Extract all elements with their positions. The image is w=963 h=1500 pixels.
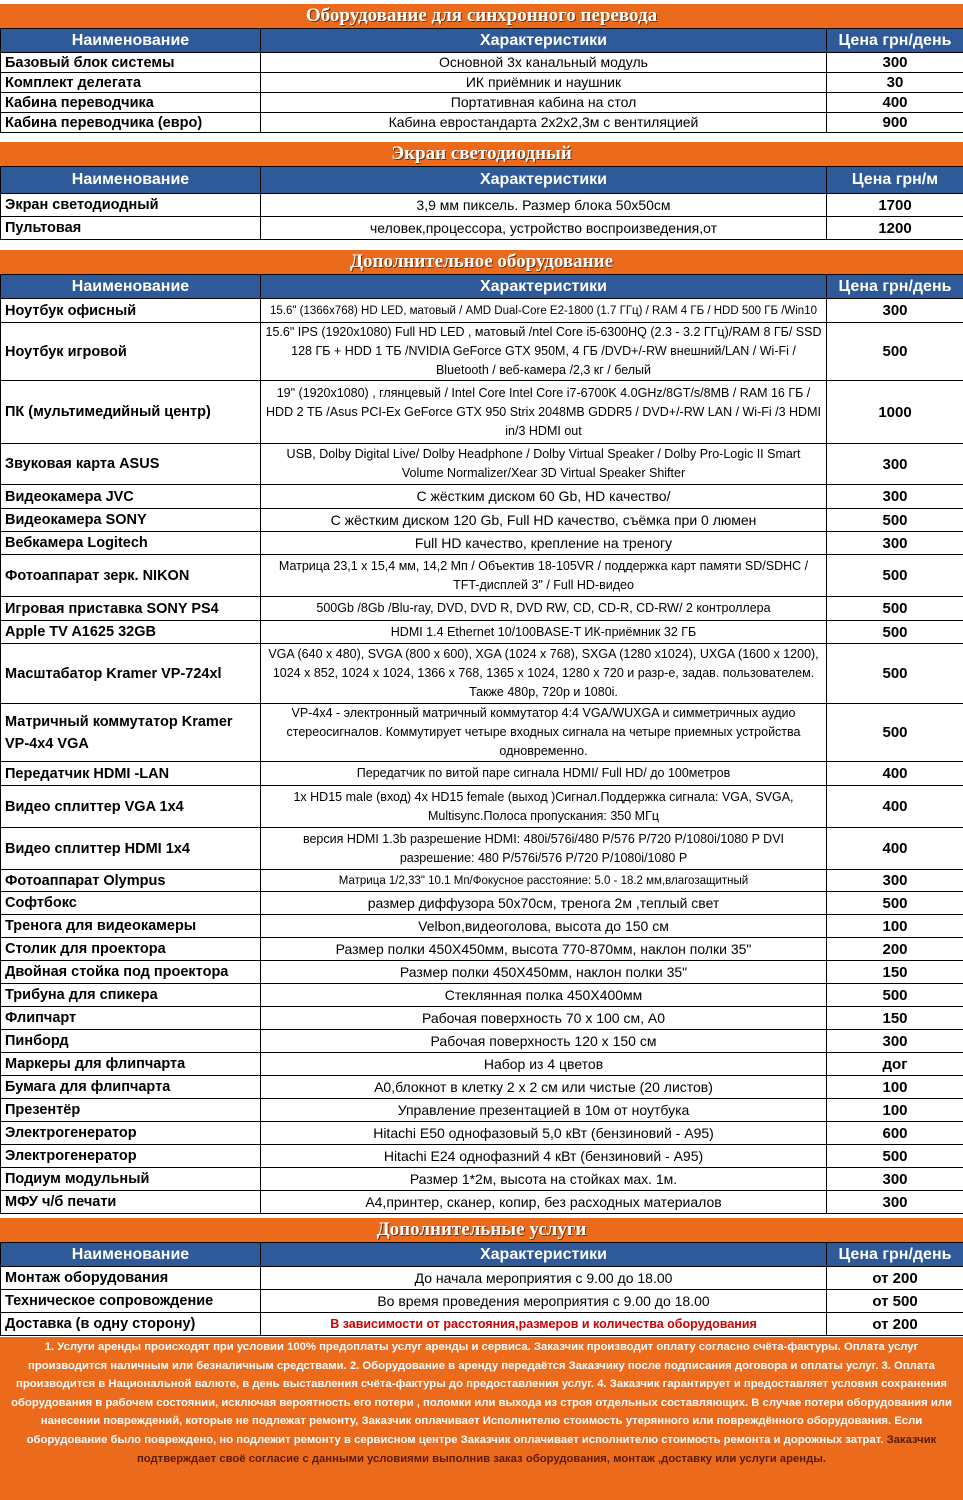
item-price: 30 (827, 73, 963, 93)
item-price: 300 (827, 1191, 963, 1214)
table-row (1, 113, 963, 133)
item-price: от 500 (827, 1290, 963, 1313)
item-desc: размер диффузора 50х70см, тренога 2м ,теплый свет (261, 892, 827, 915)
table-row (1, 1267, 963, 1290)
item-price: 500 (827, 323, 963, 381)
item-desc: Hitachi E24 однофазний 4 кВт (бензиновий - А95) (261, 1145, 827, 1168)
item-price: 500 (827, 644, 963, 704)
header-name: Наименование (1, 1243, 261, 1267)
item-price: от 200 (827, 1267, 963, 1290)
item-price: 1200 (827, 217, 963, 240)
item-price: 300 (827, 1030, 963, 1053)
item-desc: Во время проведения мероприятия с 9.00 до 18.00 (261, 1290, 827, 1313)
item-desc: 500Gb /8Gb /Blu-ray, DVD, DVD R, DVD RW, CD, CD-R, CD-RW/ 2 контроллера (261, 597, 827, 621)
item-desc: HDMI 1.4 Ethernet 10/100BASE-T ИК-приёмник 32 ГБ (261, 621, 827, 644)
table-row (1, 644, 963, 704)
table-row (1, 509, 963, 532)
item-name: ПК (мультимедийный центр) (1, 381, 261, 444)
item-desc: До начала мероприятия с 9.00 до 18.00 (261, 1267, 827, 1290)
item-price: 100 (827, 1099, 963, 1122)
item-price: 100 (827, 915, 963, 938)
item-desc: Передатчик по витой паре сигнала HDMI/ Full HD/ до 100метров (261, 762, 827, 786)
item-desc: VP-4x4 - электронный матричный коммутатор 4:4 VGA/WUXGA и симметричных аудио стереосигналов. Коммутирует четыре входных сигнала на четыре приемных устройства одновременно. (261, 704, 827, 762)
table-row (1, 299, 963, 323)
table-row (1, 1290, 963, 1313)
item-price: 500 (827, 704, 963, 762)
table-row (1, 762, 963, 786)
table-row (1, 1099, 963, 1122)
section-title-extra-services: Дополнительные услуги (0, 1218, 963, 1242)
item-name: МФУ ч/б печати (1, 1191, 261, 1214)
item-name: Фотоаппарат Olympus (1, 870, 261, 892)
item-name: Электрогенератор (1, 1122, 261, 1145)
item-desc: Матрица 1/2,33" 10.1 Мп/Фокусное расстояние: 5.0 - 18.2 мм,влагозащитный (261, 870, 827, 892)
item-desc: Размер полки 450Х450мм, наклон полки 35" (261, 961, 827, 984)
item-price: 500 (827, 555, 963, 597)
table-row (1, 1145, 963, 1168)
item-name: Подиум модульный (1, 1168, 261, 1191)
item-name: Электрогенератор (1, 1145, 261, 1168)
item-name: Видео сплиттер VGA 1x4 (1, 786, 261, 828)
item-desc: 1x HD15 male (вход) 4x HD15 female (выход )Сигнал.Поддержка сигнала: VGA, SVGA, Multisync.Полоса пропускания: 350 МГц (261, 786, 827, 828)
table-row (1, 93, 963, 113)
table-row (1, 828, 963, 870)
table-row (1, 786, 963, 828)
item-price: 1700 (827, 194, 963, 217)
table-sync (0, 28, 963, 133)
item-price: 400 (827, 93, 963, 113)
item-desc: С жёстким диском 120 Gb, Full HD качество, съёмка при 0 люмен (261, 509, 827, 532)
item-name: Матричный коммутатор Kramer VP-4x4 VGA (1, 704, 261, 762)
item-name: Кабина переводчика (1, 93, 261, 113)
item-desc (261, 1313, 827, 1336)
item-desc: Рабочая поверхность 120 х 150 см (261, 1030, 827, 1053)
item-desc: Портативная кабина на стол (261, 93, 827, 113)
item-desc: Velbon,видеоголова, высота до 150 см (261, 915, 827, 938)
item-name: Звуковая карта ASUS (1, 444, 261, 485)
item-desc: 15.6" IPS (1920x1080) Full HD LED , матовый /ntel Core i5-6300HQ (2.3 - 3.2 ГГц)/RAM 8 ГБ/ SSD 128 ГБ + HDD 1 ТБ /NVIDIA GeForce GTX 950M, 4 ГБ /DVD+/-RW внешний/LAN / Wi-Fi / Bluetooth / веб-камера /2,3 кг / белый (261, 323, 827, 381)
header-price: Цена грн/день (827, 29, 963, 53)
item-price: 300 (827, 1168, 963, 1191)
item-name: Бумага для флипчарта (1, 1076, 261, 1099)
header-name: Наименование (1, 275, 261, 299)
item-desc: человек,процессора, устройство воспроизведения,от (261, 217, 827, 240)
item-name: Видео сплиттер HDMI 1x4 (1, 828, 261, 870)
item-name: Доставка (в одну сторону) (1, 1313, 261, 1336)
table-row (1, 1313, 963, 1336)
item-name: Масштабатор Kramer VP-724xl (1, 644, 261, 704)
header-desc: Характеристики (261, 167, 827, 194)
header-desc: Характеристики (261, 275, 827, 299)
item-price: 500 (827, 1145, 963, 1168)
terms-notes (0, 1337, 963, 1500)
item-price: 1000 (827, 381, 963, 444)
item-desc: А0,блокнот в клетку 2 х 2 см или чистые (20 листов) (261, 1076, 827, 1099)
item-desc: Hitachi E50 однофазовый 5,0 кВт (бензиновий - А95) (261, 1122, 827, 1145)
table-row (1, 444, 963, 485)
item-name: Пинборд (1, 1030, 261, 1053)
item-desc: А4,принтер, сканер, копир, без расходных материалов (261, 1191, 827, 1214)
item-desc: 3,9 мм пиксель. Размер блока 50х50см (261, 194, 827, 217)
item-name: Видеокамера SONY (1, 509, 261, 532)
item-name: Монтаж оборудования (1, 1267, 261, 1290)
item-desc: 15.6" (1366x768) HD LED, матовый / AMD Dual-Core E2-1800 (1.7 ГГц) / RAM 4 ГБ / HDD 500 ГБ /Win10 (261, 299, 827, 323)
item-price: 300 (827, 444, 963, 485)
item-price: 300 (827, 532, 963, 555)
section-title-led: Экран светодиодный (0, 142, 963, 166)
item-desc: Стеклянная полка 450Х400мм (261, 984, 827, 1007)
item-price: 300 (827, 485, 963, 509)
header-desc: Характеристики (261, 29, 827, 53)
item-price: 500 (827, 509, 963, 532)
item-name: Видеокамера JVC (1, 485, 261, 509)
item-name: Трибуна для спикера (1, 984, 261, 1007)
item-name: Двойная стойка под проектора (1, 961, 261, 984)
section-title-sync: Оборудование для синхронного перевода (0, 4, 963, 28)
table-row (1, 53, 963, 73)
item-name: Кабина переводчика (евро) (1, 113, 261, 133)
table-row (1, 1076, 963, 1099)
delivery-note: В зависимости от расстояния,размеров и количества оборудования (330, 1317, 757, 1331)
item-price: 300 (827, 53, 963, 73)
section-title-extra-equipment: Дополнительное оборудование (0, 250, 963, 274)
table-row (1, 217, 963, 240)
table-row (1, 532, 963, 555)
item-price: 500 (827, 984, 963, 1007)
item-desc: С жёстким диском 60 Gb, HD качество/ (261, 485, 827, 509)
item-desc: Размер полки 450Х450мм, высота 770-870мм, наклон полки 35" (261, 938, 827, 961)
table-row (1, 381, 963, 444)
item-name: Техническое сопровождение (1, 1290, 261, 1313)
table-row (1, 938, 963, 961)
header-name: Наименование (1, 167, 261, 194)
table-row (1, 194, 963, 217)
item-name: Маркеры для флипчарта (1, 1053, 261, 1076)
item-price: дог (827, 1053, 963, 1076)
item-desc: Full HD качество, крепление на треногу (261, 532, 827, 555)
item-price: 100 (827, 1076, 963, 1099)
item-desc: USB, Dolby Digital Live/ Dolby Headphone / Dolby Virtual Speaker / Dolby Pro-Logic II Smart Volume Normalizer/Xear 3D Virtual Speaker Shifter (261, 444, 827, 485)
item-desc: 19" (1920x1080) , глянцевый / Intel Core Intel Core i7-6700K 4.0GHz/8GT/s/8MB / RAM 16 ГБ / HDD 2 ТБ /Asus PCI-Ex GeForce GTX 950 Strix 2048MB GDDR5 / DVD+/-RW LAN / Wi-Fi /3 HDMI in/3 HDMI out (261, 381, 827, 444)
item-price: 300 (827, 870, 963, 892)
table-row (1, 73, 963, 93)
table-row (1, 323, 963, 381)
table-row (1, 555, 963, 597)
table-row (1, 597, 963, 621)
item-desc: Рабочая поверхность 70 х 100 см, А0 (261, 1007, 827, 1030)
item-name: Пультовая (1, 217, 261, 240)
item-price: от 200 (827, 1313, 963, 1336)
item-price: 400 (827, 828, 963, 870)
terms-final: Заказчик подтверждает своё согласие с данными условиями выполнив заказ оборудования, монтаж ,доставку или услуги аренды. (136, 1433, 937, 1465)
item-desc: версия HDMI 1.3b разрешение HDMI: 480i/576i/480 P/576 P/720 P/1080i/1080 P DVI разрешение: 480 P/576i/576 P/720 P/1080i/1080 P (261, 828, 827, 870)
item-name: Столик для проектора (1, 938, 261, 961)
table-row (1, 1168, 963, 1191)
item-name: Ноутбук офисный (1, 299, 261, 323)
table-extra-equipment (0, 274, 963, 1214)
item-name: Apple TV A1625 32GB (1, 621, 261, 644)
terms-main: 1. Услуги аренды происходят при условии 100% предоплаты услуг аренды и сервиса. Заказчик производит оплату согласно счёта-фактуры. Оплата услуг производится наличным или безналичным средствами. 2. Оборудование в аренду передаётся Заказчику после подписания договора и оплаты услуг. 3. Оплата производится в Национальной валюте, в день выставления счёта-фактуры до предоставления услуг. 4. Заказчик гарантирует и предоставляет условия сохранения оборудования в рабочем состоянии, исключая вероятность его потери , поломки или выхода из строя отдельных составляющих. В случае потери оборудования или нанесении повреждений, которые не подлежат ремонту, Заказчик оплачивает Исполнителю стоимость утерянного или повреждённого оборудования. Если оборудование было повреждено, но подлежит ремонту в сервисном центре Заказчик оплачивает исполнителю стоимость ремонта и дорожных затрат. (11, 1341, 952, 1446)
item-name: Фотоаппарат зерк. NIKON (1, 555, 261, 597)
table-row (1, 984, 963, 1007)
table-row (1, 892, 963, 915)
item-desc: VGA (640 x 480), SVGA (800 x 600), XGA (1024 x 768), SXGA (1280 x1024), UXGA (1600 x 1200), 1024 x 852, 1024 x 1024, 1366 x 768, 1365 x 1024, 1280 x 720 и разр-е, задав. пользователем. Также 480p, 720p и 1080i. (261, 644, 827, 704)
item-price: 400 (827, 762, 963, 786)
table-extra-services (0, 1242, 963, 1336)
item-price: 150 (827, 961, 963, 984)
item-price: 300 (827, 299, 963, 323)
item-name: Флипчарт (1, 1007, 261, 1030)
item-price: 500 (827, 621, 963, 644)
table-row (1, 704, 963, 762)
table-row (1, 621, 963, 644)
item-price: 150 (827, 1007, 963, 1030)
table-row (1, 1030, 963, 1053)
item-desc: Набор из 4 цветов (261, 1053, 827, 1076)
item-name: Базовый блок системы (1, 53, 261, 73)
item-name: Тренога для видеокамеры (1, 915, 261, 938)
item-desc: Основной 3х канальный модуль (261, 53, 827, 73)
item-name: Презентёр (1, 1099, 261, 1122)
item-desc: Матрица 23,1 x 15,4 мм, 14,2 Мп / Объектив 18-105VR / поддержка карт памяти SD/SDHC / TFT-дисплей 3" / Full HD-видео (261, 555, 827, 597)
item-name: Ноутбук игровой (1, 323, 261, 381)
item-name: Софтбокс (1, 892, 261, 915)
table-row (1, 485, 963, 509)
table-row (1, 915, 963, 938)
table-row (1, 1191, 963, 1214)
item-desc: Управление презентацией в 10м от ноутбука (261, 1099, 827, 1122)
item-price: 200 (827, 938, 963, 961)
table-led (0, 166, 963, 240)
table-row (1, 961, 963, 984)
item-price: 500 (827, 597, 963, 621)
header-desc: Характеристики (261, 1243, 827, 1267)
table-row (1, 1053, 963, 1076)
item-price: 400 (827, 786, 963, 828)
item-desc: ИК приёмник и наушник (261, 73, 827, 93)
header-name: Наименование (1, 29, 261, 53)
table-row (1, 870, 963, 892)
header-price: Цена грн/день (827, 1243, 963, 1267)
item-name: Экран светодиодный (1, 194, 261, 217)
header-price: Цена грн/м (827, 167, 963, 194)
item-name: Передатчик HDMI -LAN (1, 762, 261, 786)
item-name: Игровая приставка SONY PS4 (1, 597, 261, 621)
item-name: Комплект делегата (1, 73, 261, 93)
item-price: 500 (827, 892, 963, 915)
header-price: Цена грн/день (827, 275, 963, 299)
item-desc: Кабина евростандарта 2х2х2,3м с вентиляцией (261, 113, 827, 133)
item-name: Вебкамера Logitech (1, 532, 261, 555)
table-row (1, 1122, 963, 1145)
item-desc: Размер 1*2м, высота на стойках мах. 1м. (261, 1168, 827, 1191)
item-price: 600 (827, 1122, 963, 1145)
table-row (1, 1007, 963, 1030)
item-price: 900 (827, 113, 963, 133)
